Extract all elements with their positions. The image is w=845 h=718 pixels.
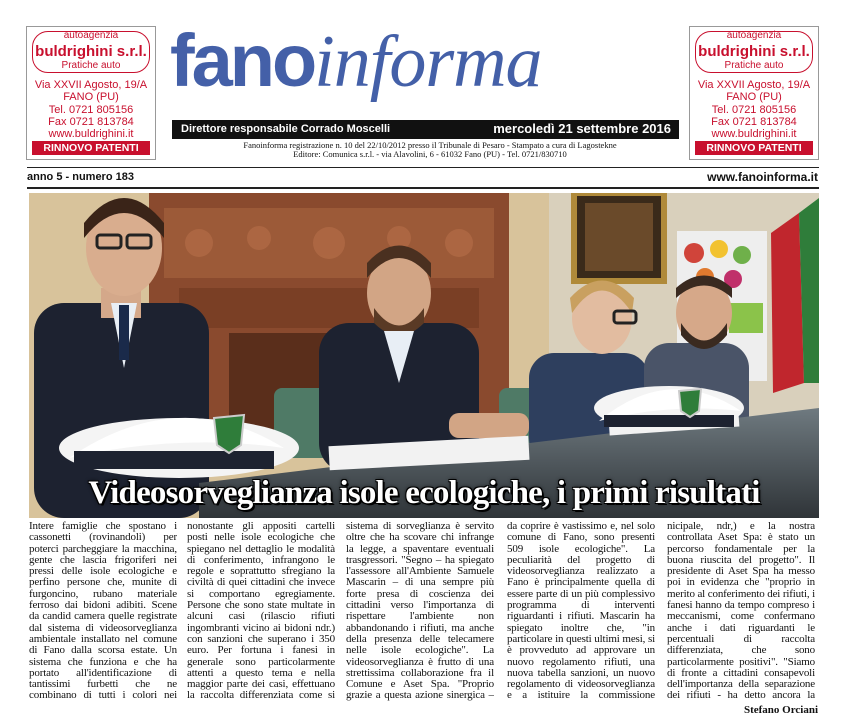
ad-address: Via XXVII Agosto, 19/A xyxy=(34,79,148,91)
press-conference-illustration xyxy=(29,193,819,518)
ad-address: Via XXVII Agosto, 19/A xyxy=(697,79,811,91)
ad-brand: buldrighini s.r.l. xyxy=(698,43,810,60)
advertisement-right[interactable] xyxy=(689,26,819,160)
issue-date: mercoledì 21 settembre 2016 xyxy=(493,121,671,136)
director-credit: Direttore responsabile Corrado Moscelli xyxy=(181,123,391,135)
article-column-1: Intere famiglie che spostano i cassonetti (rovinandoli) per poterci parcheggiare la macchina, gente che lascia frigoriferi nei pressi delle isole ecologiche e perfino persone che, munite di furgoncino, rubano materiale ferroso dai bidoni adibiti. Scene da candid camera quelle registrate dal sistema di videosorveglianza ambientale installato nel comune di Fano dalla scorsa estate. Un sistema che funziona e che ha portato all'identificazione di tantissimi furbetti che ne combinano di tutti i colori nei xyxy=(29,521,177,701)
article-column-2: nonostante gli appositi cartelli posti nelle isole ecologiche che spiegano nel dettaglio le modalità di conferimento, infrangono le regole e soprattutto sfregiano la civiltà di quei cittadini che invece si comportano egregiamente. Persone che sono state multate in alcuni casi (rilascio rifiuti ingombranti vicino ai bidoni ndr.) con sanzioni che superano i 350 euro. Per fortuna i fanesi in generale sono particolarmente attenti a questo tema e nella maggior parte dei casi, effettuano la raccolta differenziata come si xyxy=(187,521,335,701)
header-rule-bottom xyxy=(27,187,819,189)
ad-tel: Tel. 0721 805156 xyxy=(711,103,797,116)
ad-tagline: autoagenzia xyxy=(726,30,782,41)
masthead-logo[interactable] xyxy=(170,19,680,103)
issue-number: anno 5 - numero 183 xyxy=(27,171,134,183)
ad-renewal-banner: RINNOVO PATENTI xyxy=(32,141,150,155)
ad-web[interactable]: www.buldrighini.it xyxy=(711,128,797,141)
ad-city: FANO (PU) xyxy=(726,91,782,104)
website-link[interactable]: www.fanoinforma.it xyxy=(707,170,818,184)
publisher-note: Editore: Comunica s.r.l. - via Alavolini, 6 - 61032 Fano (PU) - Tel. 0721/830710 xyxy=(293,149,567,159)
article-column-5: nicipale, ndr,) e la nostra controllata Aset Spa: è stato un percorso fondamentale per la buona riuscita del progetto". Il presidente di Aset Spa ha messo poi in evidenza che "proprio in merito al conferimento dei rifiuti, i fanesi hanno da tempo compreso i meccanismi, come confermano anche i dati riguardanti le percentuali di raccolta differenziata, che sono particolarmente positivi". "Siamo di fronte a cittadini consapevoli dell'importanza della separazione dei rifiuti - ha detto ancora la xyxy=(667,521,815,701)
ad-city: FANO (PU) xyxy=(63,91,119,104)
ad-logo xyxy=(32,31,150,73)
ad-contact xyxy=(690,79,818,140)
article-headline[interactable]: Videosorveglianza isole ecologiche, i primi risultati xyxy=(88,475,760,511)
article-column-4: da coprire è vastissimo e, nel solo comune di Fano, sono presenti 509 isole ecologiche". La peculiarità del progetto di videosorveglianza realizzato a Fano è principalmente quella di essere parte di un più complessivo programma di interventi riguardanti i rifiuti. Mascarin ha spiegato inoltre che, "in particolare in questi ultimi mesi, si è provveduto ad approvare un nuovo regolamento rifiuti, una nuova tabella sanzioni, un nuovo regolamento di videosorveglianza e a istituire la commissione xyxy=(507,521,655,701)
article-photo xyxy=(29,193,819,518)
ad-fax: Fax 0721 813784 xyxy=(711,115,797,128)
ad-slogan: Pratiche auto xyxy=(61,60,121,71)
article-column-3: sistema di sorveglianza è servito oltre che ha scovare chi infrange la legge, a spaventare eventuali trasgressori. "Segno – ha spiegato l'assessore all'Ambiente Samuele Mascarin – di una sempre più forte presa di coscienza dei cittadini verso l'importanza di rispettare l'ambiente non abbandonando i rifiuti, ma anche della presenza delle telecamere nelle isole ecologiche". La videosorveglianza è frutto di una strettissima collaborazione fra il Comune e Aset Spa. "Proprio grazie a questa azione sinergica – xyxy=(346,521,494,701)
ad-slogan: Pratiche auto xyxy=(724,60,784,71)
header-rule-top xyxy=(27,167,819,168)
ad-brand: buldrighini s.r.l. xyxy=(35,43,147,60)
ad-tel: Tel. 0721 805156 xyxy=(48,103,134,116)
ad-fax: Fax 0721 813784 xyxy=(48,115,134,128)
ad-renewal-banner: RINNOVO PATENTI xyxy=(695,141,813,155)
article-author: Stefano Orciani xyxy=(743,704,818,716)
director-bar xyxy=(172,120,679,139)
registration-note: Fanoinforma registrazione n. 10 del 22/10/2012 presso il Tribunale di Pesaro - Stampato a cura di Lagostekne xyxy=(243,140,617,150)
masthead-part1: fano xyxy=(170,19,315,102)
advertisement-left[interactable] xyxy=(26,26,156,160)
ad-contact xyxy=(27,79,155,140)
ad-logo xyxy=(695,31,813,73)
masthead-part2: informa xyxy=(314,21,542,103)
ad-web[interactable]: www.buldrighini.it xyxy=(48,128,134,141)
ad-tagline: autoagenzia xyxy=(63,30,119,41)
